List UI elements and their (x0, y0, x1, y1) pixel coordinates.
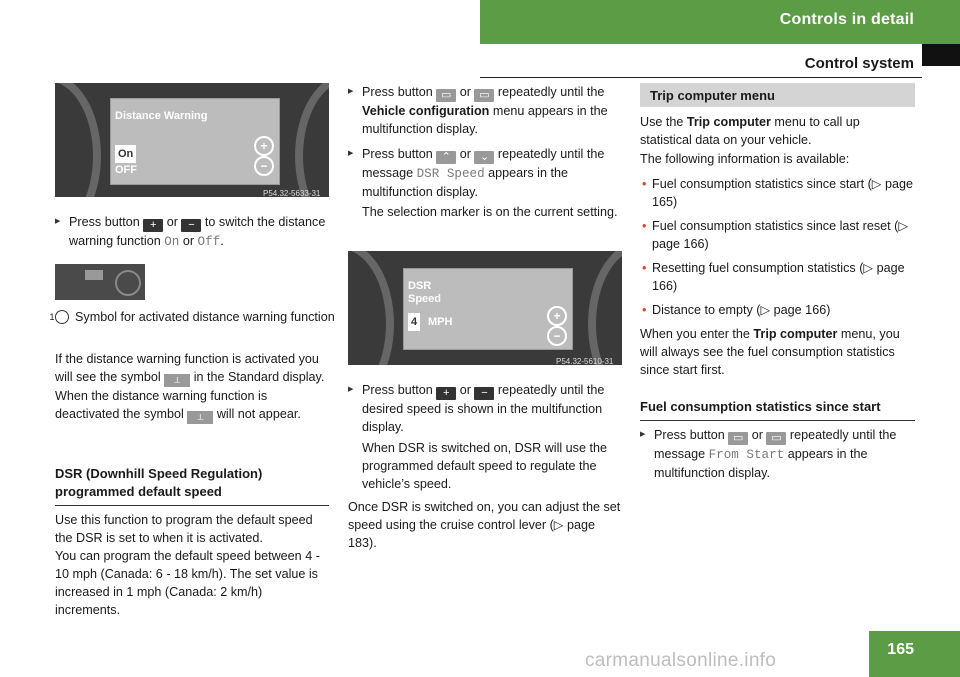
callout-1-icon: 1 (55, 310, 69, 324)
section-title: Controls in detail (779, 11, 914, 28)
paragraph-enter-trip-computer: When you enter the Trip computer menu, you will always see the fuel consumption statistics since start first. (640, 327, 900, 377)
fig-option-off: OFF (115, 164, 137, 176)
distance-warning-symbol-icon: ⟂ (187, 411, 213, 424)
menu-button-icon: ▭ (766, 432, 786, 445)
header-section-bar (480, 0, 960, 44)
step-dsr-speed: ▶ Press button ⌃ or ⌄ repeatedly until the message DSR Speed appears in the multifunction display. (348, 145, 636, 201)
distance-warning-figure (55, 83, 329, 197)
list-item: • Resetting fuel consumption statistics (▷ page 166) (640, 259, 915, 295)
header-tab-marker (922, 44, 960, 66)
down-button-icon: ⌄ (474, 151, 494, 164)
plus-icon: + (254, 136, 274, 156)
figure-code: P54.32-5633-31 (263, 189, 321, 197)
list-item: • Distance to empty (▷ page 166) (640, 301, 915, 319)
note-dsr-default-speed: When DSR is switched on, DSR will use the programmed default speed to regulate the vehicle’s speed. (362, 441, 607, 491)
plus-button-icon: + (436, 387, 456, 400)
paragraph-cruise-control: Once DSR is switched on, you can adjust the set speed using the cruise control lever (▷ page 183). (348, 500, 621, 550)
page-number-tab (869, 631, 960, 677)
menu-button-icon: ▭ (436, 89, 456, 102)
minus-icon: − (254, 156, 274, 176)
minus-button-icon: − (474, 387, 494, 400)
paragraph-trip-intro: Use the Trip computer menu to call up statistical data on your vehicle. (640, 115, 860, 147)
info-list (640, 175, 915, 319)
status-symbol-figure (55, 264, 145, 300)
step-vehicle-configuration: ▶ Press button ▭ or ▭ repeatedly until the Vehicle configuration menu appears in the multifunction display. (348, 83, 636, 138)
fig-line2: Speed (408, 293, 442, 305)
step-toggle-distance-warning: ▶ Press button + or − to switch the distance warning function On or Off. (55, 213, 339, 251)
menu-button-icon: ▭ (474, 89, 494, 102)
minus-icon: − (547, 326, 567, 346)
plus-icon: + (547, 306, 567, 326)
page-number: 165 (887, 641, 914, 658)
step-set-desired-speed: ▶ Press button + or − repeatedly until the desired speed is shown in the multifunction display. (348, 381, 636, 436)
fig-speed-value: 4 (408, 313, 420, 331)
heading-fuel-consumption: Fuel consumption statistics since start (640, 398, 915, 421)
paragraph-distance-warning-symbol: If the distance warning function is activated you will see the symbol ⟂ in the Standard display. When the distance warning function is deactivated the symbol ⟂ will not appear. (55, 352, 325, 422)
fig-option-on: On (115, 145, 136, 163)
fig-speed-unit: MPH (428, 316, 453, 328)
fig-line1: DSR (408, 280, 432, 292)
fig-title: Distance Warning (115, 110, 208, 122)
note-selection-marker: The selection marker is on the current setting. (362, 205, 618, 219)
list-item: • Fuel consumption statistics since start (▷ page 165) (640, 175, 915, 211)
dsr-speed-figure (348, 251, 622, 365)
figure-code: P54.32-5610-31 (556, 357, 614, 365)
watermark: carmanualsonline.info (585, 650, 777, 671)
menu-button-icon: ▭ (728, 432, 748, 445)
subsection-title: Control system (804, 55, 914, 72)
paragraph-dsr-range: You can program the default speed between 4 - 10 mph (Canada: 6 - 18 km/h). The set value is increased in 1 mph (Canada: 2 km/h) increments. (55, 549, 320, 617)
paragraph-info-available: The following information is available: (640, 152, 850, 166)
plus-button-icon: + (143, 219, 163, 232)
header-rule (480, 77, 922, 78)
list-item: • Fuel consumption statistics since last reset (▷ page 166) (640, 217, 915, 253)
heading-trip-computer-menu: Trip computer menu (640, 83, 915, 107)
heading-dsr: DSR (Downhill Speed Regulation) programmed default speed (55, 465, 329, 506)
legend-item-1: 1 Symbol for activated distance warning function (49, 310, 335, 324)
up-button-icon: ⌃ (436, 151, 456, 164)
distance-warning-symbol-icon: ⟂ (164, 374, 190, 387)
paragraph-dsr-intro: Use this function to program the default speed the DSR is set to when it is activated. (55, 513, 313, 545)
minus-button-icon: − (181, 219, 201, 232)
step-from-start: ▶ Press button ▭ or ▭ repeatedly until the message From Start appears in the multifunction display. (640, 426, 915, 482)
